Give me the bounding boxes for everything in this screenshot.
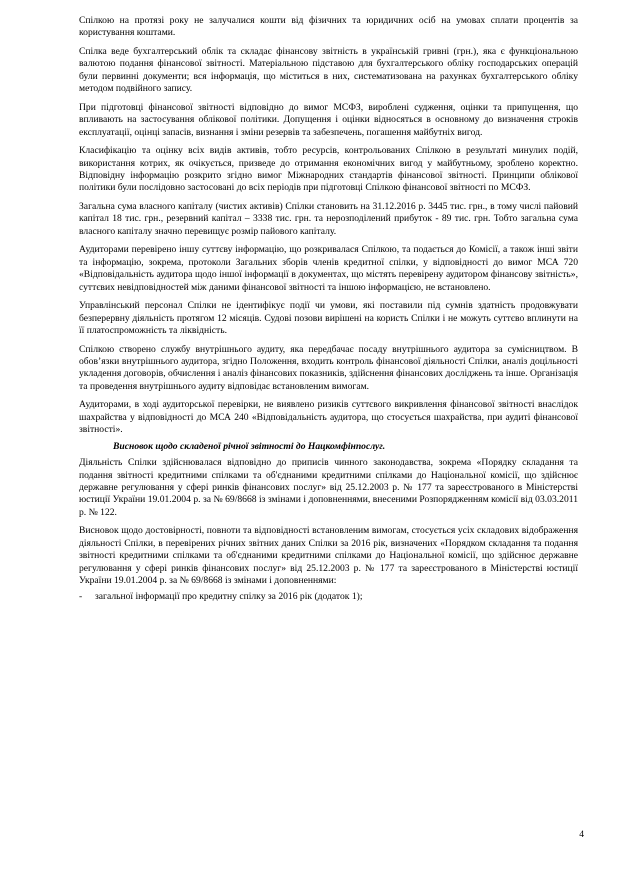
paragraph-going-concern: Управлінський персонал Спілки не ідентифікує події чи умови, які поставили під сумнів здатність продовжувати безперервну діяльність протягом 12 місяців. Судові позови вирішені на користь Спілки і не можуть суттєво вплинути на її платоспроможність та ліквідність. [79,300,578,337]
paragraph-borrowed-funds: Спілкою на протязі року не залучалися кошти від фізичних та юридичних осіб на умовах сплати процентів за користування коштами. [79,15,578,39]
list-item-text: загальної інформації про кредитну спілку за 2016 рік (додаток 1); [95,591,363,603]
paragraph-fraud-risk: Аудиторами, в ході аудиторської перевірки, не виявлено ризиків суттєвого викривлення фінансової звітності внаслідок шахрайства у відповідності до МСА 240 «Відповідальність аудитора, що стосується шахрайства, при аудиті фінансової звітності». [79,399,578,436]
paragraph-equity: Загальна сума власного капіталу (чистих активів) Спілки становить на 31.12.2016 р. 3445 тис. грн., в тому числі пайовий капітал 18 тис. грн., резервний капітал – 3338 тис. грн. та нерозподілений прибуток - 89 тис. грн. Тобто загальна сума власного капіталу значно перевищує розмір пайового капіталу. [79,201,578,237]
paragraph-legislation: Діяльність Спілки здійснювалася відповідно до приписів чинного законодавства, зокрема «Порядку складання та подання звітності кредитними спілками та об'єднаними кредитними спілками до Національної комісії, що здійснює державне регулювання у сфері ринків фінансових послуг» від 25.12.2003 р. № 177 та зареєстрованого в Міністерстві юстиції України 19.01.2004 р. за № 69/8668 із змінами і доповненнями, внесеними Розпорядженням комісії від 03.03.2011 р. № 122. [79,457,578,518]
paragraph-conclusion: Висновок щодо достовірності, повноти та відповідності встановленим вимогам, стосується усіх складових відображення діяльності Спілки, в перевірених річних звітних даних Спілки за 2016 рік, визначених «Порядком складання та подання звітності кредитними спілками та об'єднаними кредитними спілками до Національної комісії, що здійснює державне регулювання у сфері ринків фінансових послуг» від 25.12.2003 р. № 177 та зареєстрованого в Міністерстві юстиції України 19.01.2004 р. за № 69/8668 із змінами і доповненнями: [79,525,578,586]
paragraph-internal-audit: Спілкою створено службу внутрішнього аудиту, яка передбачає посаду внутрішнього аудитора за сумісництвом. В обов’язки внутрішнього аудитора, згідно Положення, входить контроль фінансової діяльності Спілки, аналіз доцільності укладення договорів, обчислення і аналіз фінансових показників, здійснення фінансових досліджень та інше. Організація та проведення внутрішнього аудиту відповідає встановленим вимогам. [79,343,578,392]
paragraph-judgements-estimates: При підготовці фінансової звітності відповідно до вимог МСФЗ, вироблені судження, оцінки та припущення, що впливають на застосування облікової політики. Допущення і оцінки відносяться в основному до визначення строків експлуатації, оцінці запасів, визнання і зміни резервів та забезпечень, погашення майбутніх вигод. [79,101,578,138]
list-item [79,591,578,603]
paragraph-assets-classification: Класифікацію та оцінку всіх видів активів, тобто ресурсів, контрольованих Спілкою в результаті минулих подій, використання котрих, як очікується, призведе до отримання економічних вигод у майбутньому, зроблено коректно. Відповідну інформацію розкрито згідно вимог Міжнародних стандартів фінансової звітності. Принципи облікової політики були послідовно застосовані до всіх періодів при підготовці Спілкою фінансової звітності по МСФЗ. [79,145,578,194]
section-heading: Висновок щодо складеної річної звітності до Нацкомфінпослуг. [113,440,386,452]
page-content [79,15,578,604]
paragraph-accounting-currency: Спілка веде бухгалтерський облік та складає фінансову звітність в українській гривні (грн.), яка є функціональною валютою подання фінансової звітності. Матеріальною підставою для бухгалтерського обліку господарських операцій були первинні документи; вся інформація, що міститься в них, систематизована на рахунках бухгалтерського обліку методом подвійного запису. [79,46,578,95]
paragraph-other-information: Аудиторами перевірено іншу суттєву інформацію, що розкривалася Спілкою, та подається до Комісії, а також інші звіти та інформацію, зокрема, протоколи Загальних зборів членів кредитної спілки, у відповідності до вимог МСА 720 «Відповідальність аудитора щодо іншої інформації в документах, що містять перевірену аудитором фінансову звітність», суттєвих невідповідностей між даними фінансової звітності та іншою інформацією, не встановлено. [79,244,578,293]
page-number: 4 [579,829,584,840]
list-dash: - [79,591,83,603]
